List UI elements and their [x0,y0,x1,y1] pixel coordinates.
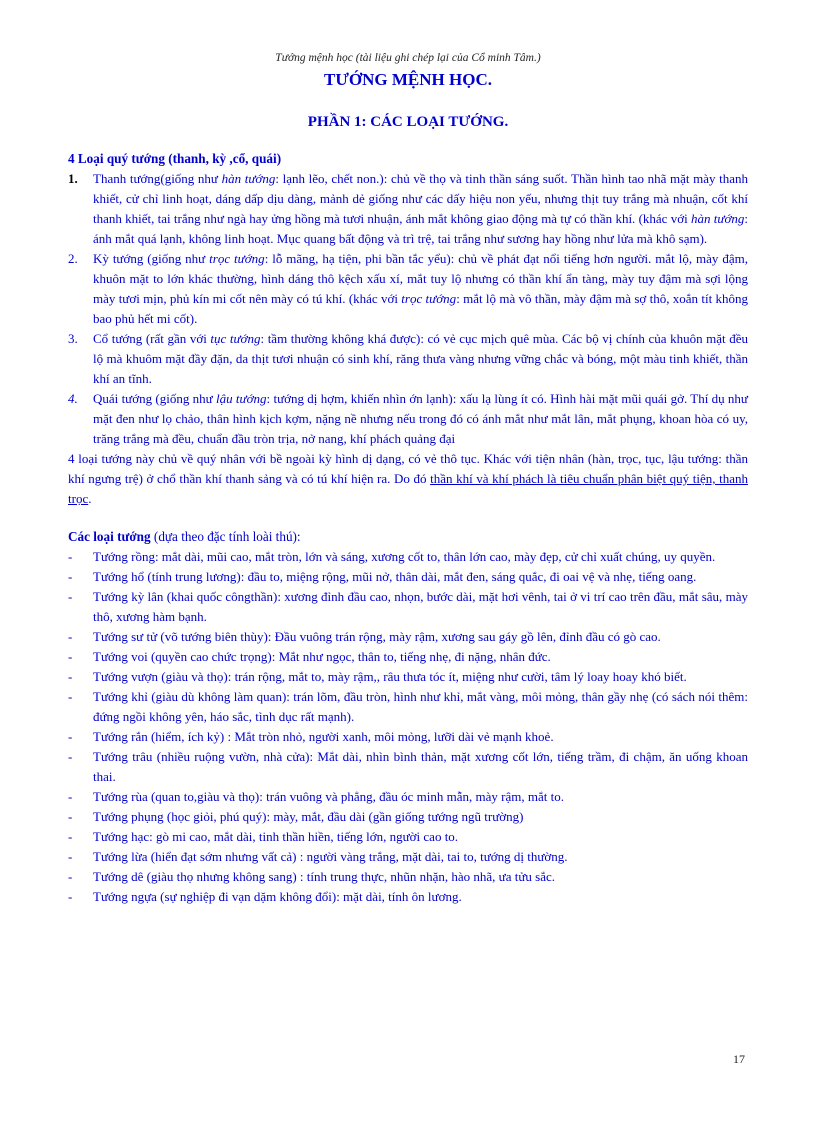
item-number: 3. [68,331,78,346]
bullet-dash: - [68,789,73,804]
item-text-em: tục tướng [210,331,261,346]
bullet-dash: - [68,689,73,704]
animal-tuong-text: Tướng ngựa (sự nghiệp đi vạn dặm không đổi): mặt dài, tính ôn lương. [93,889,462,904]
animal-tuong-item [68,807,748,827]
section-heading-cac-loai-tuong [68,529,748,545]
quy-tuong-item [68,169,748,249]
summary-underlined: thần khí và khí phách là tiêu chuẩn phân biệt quý tiện, thanh trọc [68,471,748,506]
bullet-dash: - [68,729,73,744]
animal-tuong-item [68,887,748,907]
animal-tuong-item [68,867,748,887]
section-heading-quy-tuong: 4 Loại quý tướng (thanh, kỳ ,cổ, quái) [68,151,282,166]
animal-tuong-text: Tướng voi (quyền cao chức trọng): Mắt như ngọc, thân to, tiếng nhẹ, đi nặng, nhân đức. [93,649,551,664]
quy-tuong-item [68,249,748,329]
animal-tuong-item [68,727,748,747]
animal-tuong-item [68,567,748,587]
bullet-dash: - [68,869,73,884]
animal-tuong-item [68,587,748,627]
document-title: TƯỚNG MỆNH HỌC. [324,70,492,89]
item-number: 4. [68,391,78,406]
page-number: 17 [733,1052,745,1066]
animal-tuong-item [68,667,748,687]
bullet-dash: - [68,569,73,584]
item-text-em: trọc tướng [209,251,265,266]
item-number: 1. [68,171,78,186]
animal-tuong-text: Tướng rùa (quan to,giàu và thọ): trán vuông và phẳng, đầu óc minh mẫn, mày rậm, mắt to. [93,789,564,804]
item-text-pre: Cổ tướng (rất gần với [93,331,211,346]
bullet-dash: - [68,849,73,864]
section-heading-note: (dựa theo đặc tính loài thú): [150,529,301,544]
item-text-em: hàn tướng [221,171,276,186]
animal-tuong-text: Tướng khỉ (giàu dù không làm quan): trán lõm, đầu tròn, hình như khỉ, mắt vàng, môi mỏng, thân gầy nhẹ (có sách nói thêm: đứng ngồi không yên, háo sắc, tình dục rất mạnh). [93,689,748,724]
animal-tuong-item [68,647,748,667]
animal-tuong-item [68,847,748,867]
spacer [68,509,748,529]
item-text-mid: : tướng dị hợm, khiến nhìn ớn lạnh): xấu lạ lùng ít có. Hình hài mặt mũi quái gở. Thí dụ như mặt đen như lọ chảo, thân hình kịch kợm, nặng nề nhưng nếu trong đó có ánh mắt như mắt lân, mắt phụng, khoan hòa có uy, trăng trắng mà đều, chuẩn đầu tròn trịa, nở nang, khí phách quảng đại [93,391,748,446]
animal-tuong-text: Tướng lừa (hiển đạt sớm nhưng vất cả) : người vàng trắng, mặt dài, tai to, tướng dị thường. [93,849,568,864]
section-heading-text: Các loại tướng [68,529,151,544]
item-text-mid: : lạnh lẽo, chết non.): chủ về thọ và tinh thần sáng suốt. Thần hình tao nhã mặt mày thanh khiết, cử chỉ linh hoạt, dáng dấp dịu dàng, mảnh dẻ giống như các dấy hiệu non yếu, nhưng thịt tuy trắng mà nhuận, cốt khí thanh khiết, tai trắng như ngà hay ửng hồng mà tươi nhuận, ánh mắt không giao động mà tự có thần khí. (khác với [93,171,748,226]
animal-tuong-text: Tướng rồng: mắt dài, mũi cao, mắt tròn, lớn và sáng, xương cốt to, thân lớn cao, mày đẹp, cử chỉ xuất chúng, uy quyền. [93,549,716,564]
item-text-mid: : tầm thường không khá được): có vẻ cục mịch quê mùa. Các bộ vị chính của khuôn mặt đều lộ mà khuôm mặt đầy đặn, da thịt tươi nhuận có sinh khí, răng thưa vàng nhưng vững chắc và bóng, một màu tinh khiết, thần khí an tĩnh. [93,331,748,386]
bullet-dash: - [68,669,73,684]
item-text-em2: hàn tướng [690,211,745,226]
item-text-post: : mắt lộ mà vô thần, mày đậm mà sợ thô, xoắn tít không bao phủ hết mi cốt). [93,291,748,326]
bullet-dash: - [68,829,73,844]
item-number: 2. [68,251,78,266]
bullet-dash: - [68,589,73,604]
item-text-em: lậu tướng [215,391,267,406]
summary-paragraph [68,449,748,509]
bullet-dash: - [68,889,73,904]
item-text-pre: Quái tướng (giống như [93,391,216,406]
quy-tuong-list [68,169,748,449]
animal-tuong-text: Tướng hổ (tính trung lương): đầu to, miệng rộng, mũi nở, thân dài, mắt đen, sáng quắc, đi oai vệ và nhẹ, tiếng oang. [93,569,697,584]
bullet-dash: - [68,809,73,824]
animal-tuong-text: Tướng hạc: gò mi cao, mắt dài, tinh thần hiền, tiếng lớn, người cao to. [93,829,459,844]
item-text-mid: : lỗ mãng, hạ tiện, phi bần tắc yểu): chủ về phát đạt nổi tiếng hơn người. mắt lộ, mày đậm, khuôn mặt to lớn khác thường, hình dáng thô kệch xấu xí, mắt tuy lộ nhưng có thần khí ẩn tàng, mày tuy đậm mà sợi lộng mày tươi mịn, phủ kín mi cốt nên mày có tú khí. (khác với [93,251,748,306]
bullet-dash: - [68,749,73,764]
item-text-post: : ánh mắt quá lạnh, không linh hoạt. Mục quang bất động và trì trệ, tai trắng như sương hay hồng như lửa mà khô sạm). [93,211,749,246]
animal-tuong-text: Tướng phụng (học giỏi, phú quý): mày, mắt, đầu dài (gần giống tướng ngũ trường) [93,809,524,824]
animal-tuong-text: Tướng kỳ lân (khai quốc côngthần): xương đỉnh đầu cao, nhọn, bước dài, mặt hơi vênh, tai ở vi trí cao trên đầu, mắt sâu, mày thô, xương hàm bạnh. [93,589,748,624]
bullet-dash: - [68,549,73,564]
item-text-em2: trọc tướng [401,291,457,306]
animal-tuong-text: Tướng sư tử (võ tướng biên thùy): Đầu vuông trán rộng, mày rậm, xương sau gáy gồ lên, đỉnh đầu có gò cao. [93,629,661,644]
bullet-dash: - [68,629,73,644]
item-text-pre: Kỳ tướng (giống như [93,251,210,266]
animal-tuong-item [68,787,748,807]
animal-tuong-item [68,687,748,727]
part-title: PHẦN 1: CÁC LOẠI TƯỚNG. [307,114,509,130]
animal-tuong-list [68,547,748,907]
animal-tuong-item [68,827,748,847]
bullet-dash: - [68,649,73,664]
summary-text: 4 loại tướng này chủ về quý nhân với bề ngoài kỳ hình dị dạng, có vẻ thô tục. Khác với tiện nhân (hàn, trọc, tục, lậu tướng: thần khí ngưng trệ) ở chổ thần khí thanh sảng và có tú khí hiện ra. Do đó [68,451,748,486]
animal-tuong-item [68,547,748,567]
animal-tuong-item [68,627,748,647]
animal-tuong-item [68,747,748,787]
running-header: Tướng mệnh học (tài liệu ghi chép lại của Cổ minh Tâm.) [275,52,541,64]
animal-tuong-text: Tướng vượn (giàu và thọ): trán rộng, mắt to, mày rậm,, râu thưa tóc ít, miệng như cười, tâm lý loay hoay khó biết. [93,669,687,684]
item-text-pre: Thanh tướng(giống như [93,171,222,186]
animal-tuong-text: Tướng dê (giàu thọ nhưng không sang) : tính trung thực, nhũn nhặn, hào nhã, ưa tửu sắc. [93,869,555,884]
document-page [68,52,748,907]
quy-tuong-item [68,329,748,389]
animal-tuong-text: Tướng trâu (nhiều ruộng vườn, nhà cửa): Mắt dài, nhìn bình thản, mặt xương cốt lớn, tiếng trầm, đi chậm, ăn uống khoan thai. [93,749,748,784]
animal-tuong-text: Tướng rắn (hiểm, ích kỷ) : Mắt tròn nhỏ, người xanh, môi mỏng, lưỡi dài vẻ mạnh khoẻ. [93,729,554,744]
quy-tuong-item [68,389,748,449]
summary-end: . [88,491,92,506]
